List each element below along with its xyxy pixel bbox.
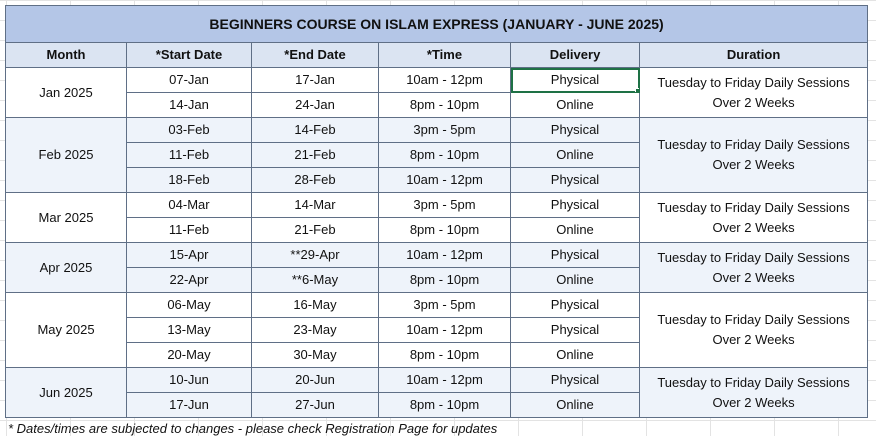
end-date-cell[interactable]: 20-Jun	[252, 368, 379, 393]
duration-line-2: Over 2 Weeks	[712, 94, 795, 110]
header-start-date[interactable]: *Start Date	[127, 43, 252, 68]
month-cell[interactable]: Jun 2025	[6, 368, 127, 418]
time-cell[interactable]: 8pm - 10pm	[379, 393, 511, 418]
delivery-cell[interactable]: Online	[511, 343, 640, 368]
duration-cell[interactable]	[640, 368, 868, 418]
time-cell[interactable]: 8pm - 10pm	[379, 343, 511, 368]
end-date-cell[interactable]: 23-May	[252, 318, 379, 343]
time-cell[interactable]: 8pm - 10pm	[379, 218, 511, 243]
course-schedule-table	[5, 5, 868, 418]
start-date-cell[interactable]: 20-May	[127, 343, 252, 368]
footnote[interactable]: * Dates/times are subjected to changes - please check Registration Page for updates	[8, 421, 498, 436]
start-date-cell[interactable]: 07-Jan	[127, 68, 252, 93]
delivery-cell[interactable]: Physical	[511, 243, 640, 268]
end-date-cell[interactable]: 14-Mar	[252, 193, 379, 218]
time-cell[interactable]: 3pm - 5pm	[379, 293, 511, 318]
delivery-cell[interactable]: Online	[511, 93, 640, 118]
start-date-cell[interactable]: 18-Feb	[127, 168, 252, 193]
start-date-cell[interactable]: 13-May	[127, 318, 252, 343]
time-cell[interactable]: 10am - 12pm	[379, 368, 511, 393]
start-date-cell[interactable]: 17-Jun	[127, 393, 252, 418]
duration-line-2: Over 2 Weeks	[712, 269, 795, 285]
end-date-cell[interactable]: **6-May	[252, 268, 379, 293]
duration-cell[interactable]	[640, 68, 868, 118]
time-cell[interactable]: 10am - 12pm	[379, 168, 511, 193]
end-date-cell[interactable]: 14-Feb	[252, 118, 379, 143]
delivery-cell[interactable]: Physical	[511, 318, 640, 343]
end-date-cell[interactable]: 16-May	[252, 293, 379, 318]
table-row	[6, 118, 868, 143]
start-date-cell[interactable]: 15-Apr	[127, 243, 252, 268]
duration-line-1: Tuesday to Friday Daily Sessions	[657, 374, 850, 390]
duration-cell[interactable]	[640, 293, 868, 368]
end-date-cell[interactable]: 21-Feb	[252, 143, 379, 168]
start-date-cell[interactable]: 06-May	[127, 293, 252, 318]
time-cell[interactable]: 10am - 12pm	[379, 318, 511, 343]
delivery-cell[interactable]: Online	[511, 268, 640, 293]
delivery-value: Physical	[550, 72, 600, 87]
table-row	[6, 368, 868, 393]
start-date-cell[interactable]: 22-Apr	[127, 268, 252, 293]
start-date-cell[interactable]: 14-Jan	[127, 93, 252, 118]
header-duration[interactable]: Duration	[640, 43, 868, 68]
end-date-cell[interactable]: 28-Feb	[252, 168, 379, 193]
table-title[interactable]: BEGINNERS COURSE ON ISLAM EXPRESS (JANUARY - JUNE 2025)	[6, 6, 868, 43]
duration-line-1: Tuesday to Friday Daily Sessions	[657, 249, 850, 265]
duration-line-1: Tuesday to Friday Daily Sessions	[657, 199, 850, 215]
time-cell[interactable]: 3pm - 5pm	[379, 118, 511, 143]
start-date-cell[interactable]: 11-Feb	[127, 218, 252, 243]
header-time[interactable]: *Time	[379, 43, 511, 68]
duration-line-2: Over 2 Weeks	[712, 394, 795, 410]
delivery-cell[interactable]: Physical	[511, 193, 640, 218]
duration-line-2: Over 2 Weeks	[712, 332, 795, 347]
start-date-cell[interactable]: 04-Mar	[127, 193, 252, 218]
table-row	[6, 243, 868, 268]
table-row	[6, 293, 868, 318]
delivery-cell[interactable]: Physical	[511, 118, 640, 143]
duration-cell[interactable]	[640, 118, 868, 193]
start-date-cell[interactable]: 03-Feb	[127, 118, 252, 143]
month-cell[interactable]: Mar 2025	[6, 193, 127, 243]
month-cell[interactable]: Apr 2025	[6, 243, 127, 293]
duration-line-1: Tuesday to Friday Daily Sessions	[657, 312, 850, 327]
time-cell[interactable]: 10am - 12pm	[379, 68, 511, 93]
time-cell[interactable]: 10am - 12pm	[379, 243, 511, 268]
delivery-cell[interactable]: Physical	[511, 368, 640, 393]
end-date-cell[interactable]: 21-Feb	[252, 218, 379, 243]
start-date-cell[interactable]: 11-Feb	[127, 143, 252, 168]
time-cell[interactable]: 8pm - 10pm	[379, 268, 511, 293]
duration-line-1: Tuesday to Friday Daily Sessions	[657, 74, 850, 90]
table-row	[6, 68, 868, 93]
fill-handle[interactable]	[635, 88, 640, 93]
end-date-cell[interactable]: 27-Jun	[252, 393, 379, 418]
duration-line-1: Tuesday to Friday Daily Sessions	[657, 137, 850, 152]
duration-line-2: Over 2 Weeks	[712, 157, 795, 172]
time-cell[interactable]: 8pm - 10pm	[379, 143, 511, 168]
end-date-cell[interactable]: 30-May	[252, 343, 379, 368]
delivery-cell[interactable]: Physical	[511, 293, 640, 318]
month-cell[interactable]: Feb 2025	[6, 118, 127, 193]
delivery-cell[interactable]: Online	[511, 143, 640, 168]
time-cell[interactable]: 8pm - 10pm	[379, 93, 511, 118]
delivery-cell[interactable]: Physical	[511, 168, 640, 193]
duration-line-2: Over 2 Weeks	[712, 219, 795, 235]
time-cell[interactable]: 3pm - 5pm	[379, 193, 511, 218]
header-end-date[interactable]: *End Date	[252, 43, 379, 68]
delivery-cell[interactable]: Online	[511, 218, 640, 243]
month-cell[interactable]: May 2025	[6, 293, 127, 368]
end-date-cell[interactable]: 17-Jan	[252, 68, 379, 93]
duration-cell[interactable]	[640, 193, 868, 243]
end-date-cell[interactable]: 24-Jan	[252, 93, 379, 118]
delivery-cell[interactable]: Online	[511, 393, 640, 418]
start-date-cell[interactable]: 10-Jun	[127, 368, 252, 393]
end-date-cell[interactable]: **29-Apr	[252, 243, 379, 268]
header-delivery[interactable]: Delivery	[511, 43, 640, 68]
delivery-cell-selected[interactable]	[511, 68, 640, 93]
month-cell[interactable]: Jan 2025	[6, 68, 127, 118]
table-row	[6, 193, 868, 218]
header-month[interactable]: Month	[6, 43, 127, 68]
duration-cell[interactable]	[640, 243, 868, 293]
